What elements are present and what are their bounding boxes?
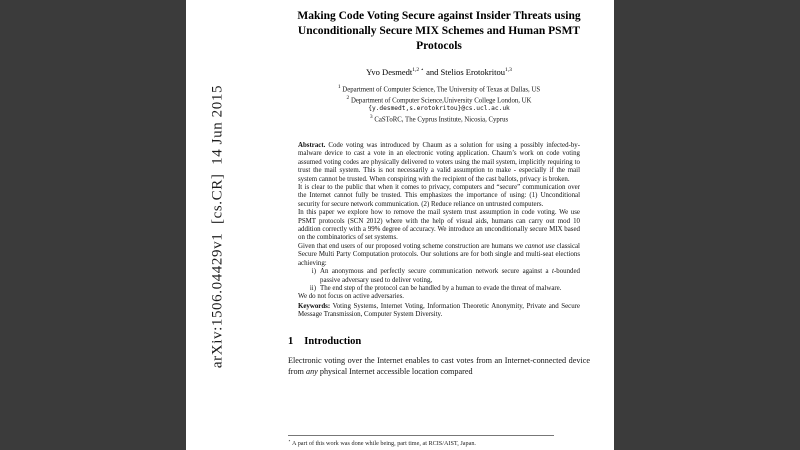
abstract-list-item-1-label: i) [311, 268, 316, 276]
abstract-paragraph-3: In this paper we explore how to remove the mail system trust assumption in code voting. We use PSMT protocols (SCN 2012) where with the help of visual aids, humans can carry out mod 10 addition correctly with a 99% degree of accuracy. We introduce an unconditionally secure MIX based on the combinatorics of set systems. [298, 209, 580, 242]
affiliation-1-mark: 1 [337, 83, 341, 90]
introduction-seg1: Electronic voting over the Internet enables to cast votes from an Internet-connected device from [288, 355, 590, 376]
abstract-paragraph-1-text: Code voting was introduced by Chaum as a solution for using a possibly infected-by-malware device to cast a vote in an electronic voting application. Chaum’s work on code voting assumed voting codes are physically delivered to voters using the mail system, implicitly requiring to trust the mail system. This is not necessarily a valid assumption to make - especially if the mail system cannot be trusted. When conspiring with the recipient of the cast ballots, privacy is broken. [298, 141, 580, 183]
section-heading-introduction [288, 336, 590, 347]
section-title: Introduction [304, 335, 362, 347]
arxiv-watermark: arXiv:1506.04429v1 [cs.CR] 14 Jun 2015 [209, 84, 226, 369]
abstract-paragraph-4-seg3: classical Secure Multi Party Computation protocols. Our solutions are for both single and multi-seat elections achieving: [298, 242, 580, 267]
footnote-text: A part of this work was done while being, part time, at RCIS/AIST, Japan. [290, 440, 476, 447]
author-2-affmark: 1,3 [504, 66, 512, 73]
keywords-label: Keywords: [298, 302, 331, 310]
author-line [288, 67, 590, 77]
abstract-list-item-1-seg3: -bounded passive adversary used to deliver voting, [320, 268, 580, 284]
abstract-label: Abstract. [298, 141, 326, 149]
abstract-list-item-2 [304, 285, 580, 293]
affiliation-2-mark: 2 [346, 94, 350, 101]
abstract-paragraph-4-seg1: Given that end users of our proposed voting scheme construction are humans we [298, 242, 525, 250]
abstract-paragraph-4 [298, 243, 580, 268]
keywords-text: Voting Systems, Internet Voting, Information Theoretic Anonymity, Private and Secure Message Transmission, Computer System Diversity. [298, 302, 580, 319]
paper-content [288, 0, 590, 377]
abstract-list-item-1 [304, 268, 580, 285]
author-separator: and [423, 66, 441, 77]
abstract-paragraph-4-seg2: cannot use [524, 242, 555, 250]
section-number: 1 [288, 335, 294, 347]
abstract-paragraph-5: We do not focus on active adversaries. [298, 293, 405, 301]
affiliation-3-text: CaSToRC, The Cyprus Institute, Nicosia, Cyprus [374, 116, 509, 124]
abstract-list-item-2-label: ii) [309, 285, 316, 292]
author-1-affmark: 1,2 ⋆ [412, 66, 424, 73]
introduction-seg2: any [305, 366, 318, 376]
paper-page [186, 0, 614, 450]
abstract-list-item-1-text [320, 268, 580, 285]
introduction-paragraph [288, 356, 590, 378]
abstract-list-item-1-seg2: t [552, 268, 554, 276]
affiliation-2 [288, 95, 590, 106]
abstract-keywords [298, 303, 580, 320]
abstract-list-item-2-text: The end step of the protocol can be handled by a human to evade the threat of malware. [320, 285, 562, 292]
affiliation-3-mark: 3 [369, 114, 373, 121]
thanks-footnote [288, 435, 554, 447]
abstract [288, 142, 590, 320]
abstract-paragraph-2: It is clear to the public that when it comes to privacy, computers and “secure” communication over the Internet cannot fully be trusted. This emphasizes the importance of using: (1) Unconditional security for secure network communication. (2) Reduce reliance on untrusted computers. [298, 183, 580, 208]
affiliation-1 [288, 84, 590, 95]
footnote-marker: ⋆ [288, 437, 291, 443]
abstract-paragraph-1 [298, 142, 580, 184]
affiliation-2-text: Department of Computer Science,University College London, UK [351, 96, 532, 104]
abstract-list-item-1-seg1: An anonymous and perfectly secure communication network secure against a [320, 268, 553, 276]
author-1: Yvo Desmedt [366, 66, 413, 77]
affiliation-1-text: Department of Computer Science, The University of Texas at Dallas, US [342, 86, 541, 94]
introduction-seg3: physical Internet accessible location compared [317, 366, 473, 376]
paper-title: Making Code Voting Secure against Insider Threats using Unconditionally Secure MIX Schemes and Human PSMT Protocols [297, 10, 581, 52]
author-2: Stelios Erotokritou [440, 66, 505, 77]
affiliation-3 [288, 114, 590, 125]
affiliations [288, 84, 590, 125]
author-emails: {y.desmedt,s.erotokritou}@cs.ucl.ac.uk [368, 105, 510, 113]
